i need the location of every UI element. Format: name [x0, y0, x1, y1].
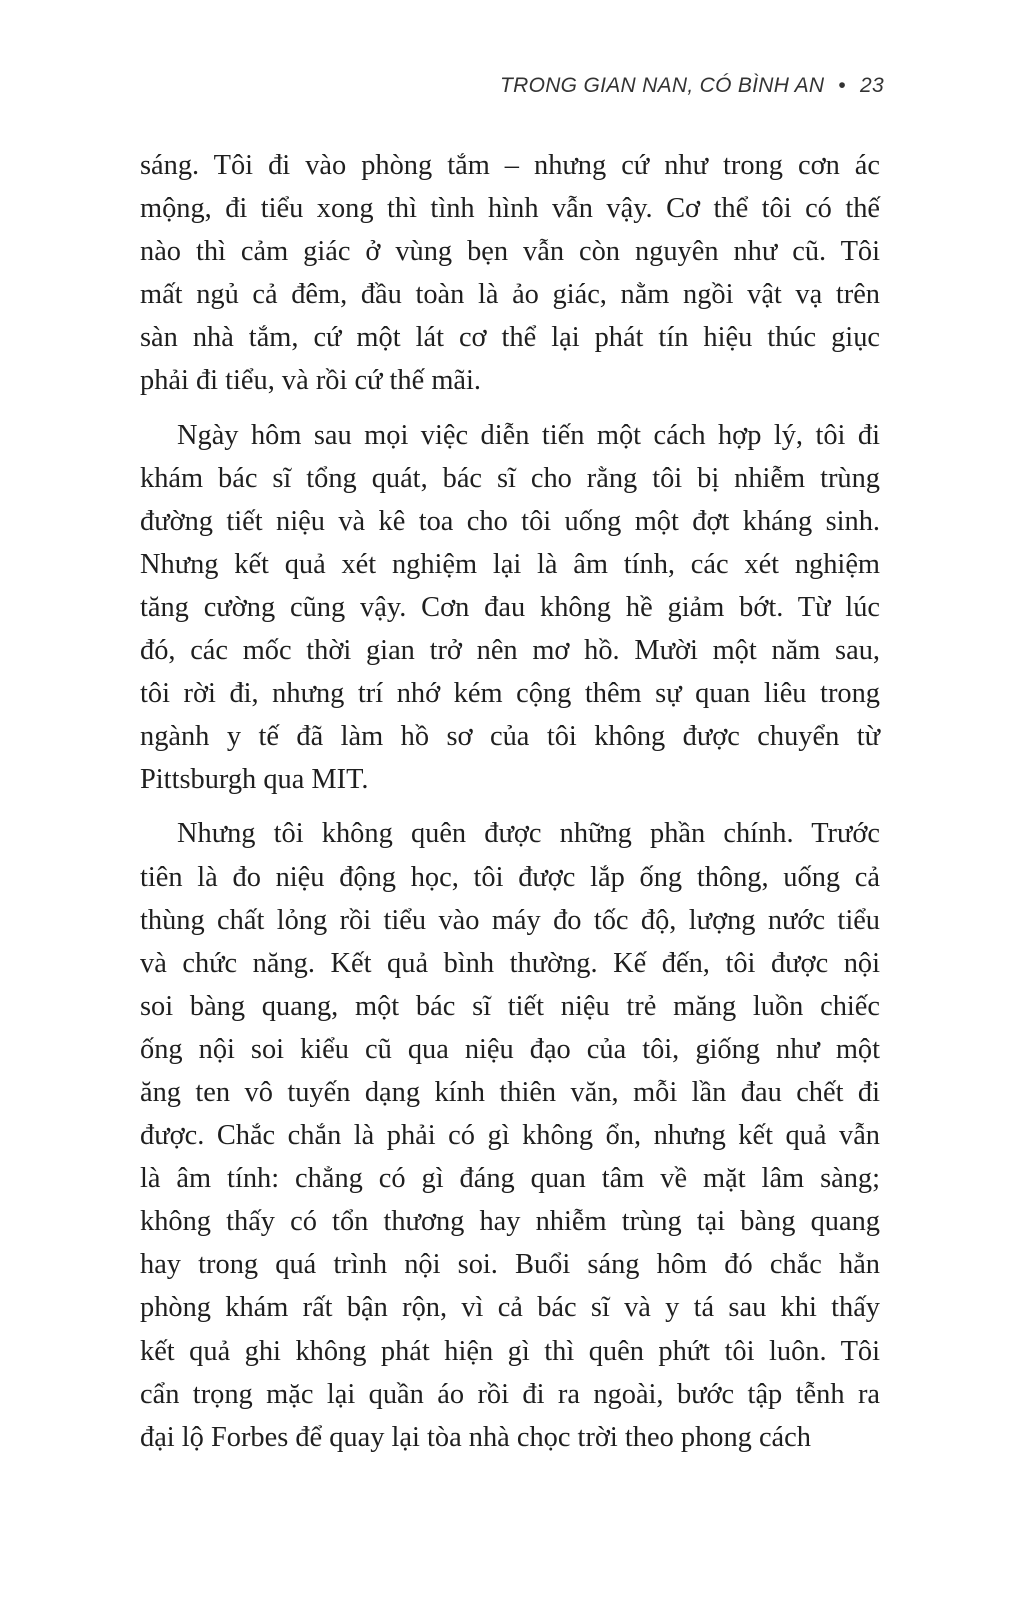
page-number: 23	[860, 74, 884, 97]
text-line: là âm tính: chẳng có gì đáng quan tâm về mặt lâm sàng;	[140, 1163, 880, 1195]
paragraph	[140, 414, 880, 802]
text-line: cẩn trọng mặc lại quần áo rồi đi ra ngoài, bước tập tễnh ra	[140, 1378, 880, 1410]
text-line: mộng, đi tiểu xong thì tình hình vẫn vậy. Cơ thể tôi có thế	[140, 193, 880, 225]
running-title: TRONG GIAN NAN, CÓ BÌNH AN	[499, 74, 825, 97]
text-line: thùng chất lỏng rồi tiểu vào máy đo tốc độ, lượng nước tiểu	[140, 904, 880, 936]
text-line: Nhưng tôi không quên được những phần chính. Trước	[177, 818, 880, 850]
body-text	[140, 144, 880, 1459]
text-line: mất ngủ cả đêm, đầu toàn là ảo giác, nằm ngồi vật vạ trên	[140, 279, 880, 311]
text-line: nào thì cảm giác ở vùng bẹn vẫn còn nguyên như cũ. Tôi	[140, 236, 880, 268]
text-line: được. Chắc chắn là phải có gì không ổn, nhưng kết quả vẫn	[140, 1120, 880, 1152]
text-line: đó, các mốc thời gian trở nên mơ hồ. Mười một năm sau,	[140, 635, 880, 667]
header-bullet: •	[838, 74, 847, 97]
text-line: soi bàng quang, một bác sĩ tiết niệu trẻ măng luồn chiếc	[140, 990, 880, 1022]
text-line: sáng. Tôi đi vào phòng tắm – nhưng cứ như trong cơn ác	[140, 150, 880, 181]
text-line: tiên là đo niệu động học, tôi được lắp ống thông, uống cả	[140, 861, 880, 893]
text-line: và chức năng. Kết quả bình thường. Kế đến, tôi được nội	[140, 947, 880, 979]
text-line: phòng khám rất bận rộn, vì cả bác sĩ và y tá sau khi thấy	[140, 1292, 880, 1324]
paragraph	[140, 144, 880, 403]
text-line: Nhưng kết quả xét nghiệm lại là âm tính, các xét nghiệm	[140, 548, 880, 580]
text-line: đại lộ Forbes để quay lại tòa nhà chọc trời theo phong cách	[140, 1421, 811, 1453]
text-line: sàn nhà tắm, cứ một lát cơ thể lại phát tín hiệu thúc giục	[140, 322, 880, 354]
text-line: khám bác sĩ tổng quát, bác sĩ cho rằng tôi bị nhiễm trùng	[140, 462, 880, 494]
text-line: ống nội soi kiểu cũ qua niệu đạo của tôi, giống như một	[140, 1033, 880, 1065]
text-line: kết quả ghi không phát hiện gì thì quên phứt tôi luôn. Tôi	[140, 1335, 880, 1367]
text-line: Ngày hôm sau mọi việc diễn tiến một cách hợp lý, tôi đi	[177, 419, 880, 451]
text-line: ăng ten vô tuyến dạng kính thiên văn, mỗi lần đau chết đi	[140, 1076, 880, 1108]
text-line: đường tiết niệu và kê toa cho tôi uống một đợt kháng sinh.	[140, 505, 880, 537]
text-line: ngành y tế đã làm hồ sơ của tôi không được chuyển từ	[140, 721, 880, 753]
text-line: tăng cường cũng vậy. Cơn đau không hề giảm bớt. Từ lúc	[140, 591, 880, 623]
text-line: tôi rời đi, nhưng trí nhớ kém cộng thêm sự quan liêu trong	[140, 678, 880, 710]
running-header	[500, 74, 884, 98]
text-line: Pittsburgh qua MIT.	[140, 764, 369, 796]
paragraph	[140, 812, 880, 1458]
text-line: không thấy có tổn thương hay nhiễm trùng tại bàng quang	[140, 1206, 880, 1238]
text-line: phải đi tiểu, và rồi cứ thế mãi.	[140, 365, 481, 397]
text-line: hay trong quá trình nội soi. Buổi sáng hôm đó chắc hẳn	[140, 1249, 880, 1281]
